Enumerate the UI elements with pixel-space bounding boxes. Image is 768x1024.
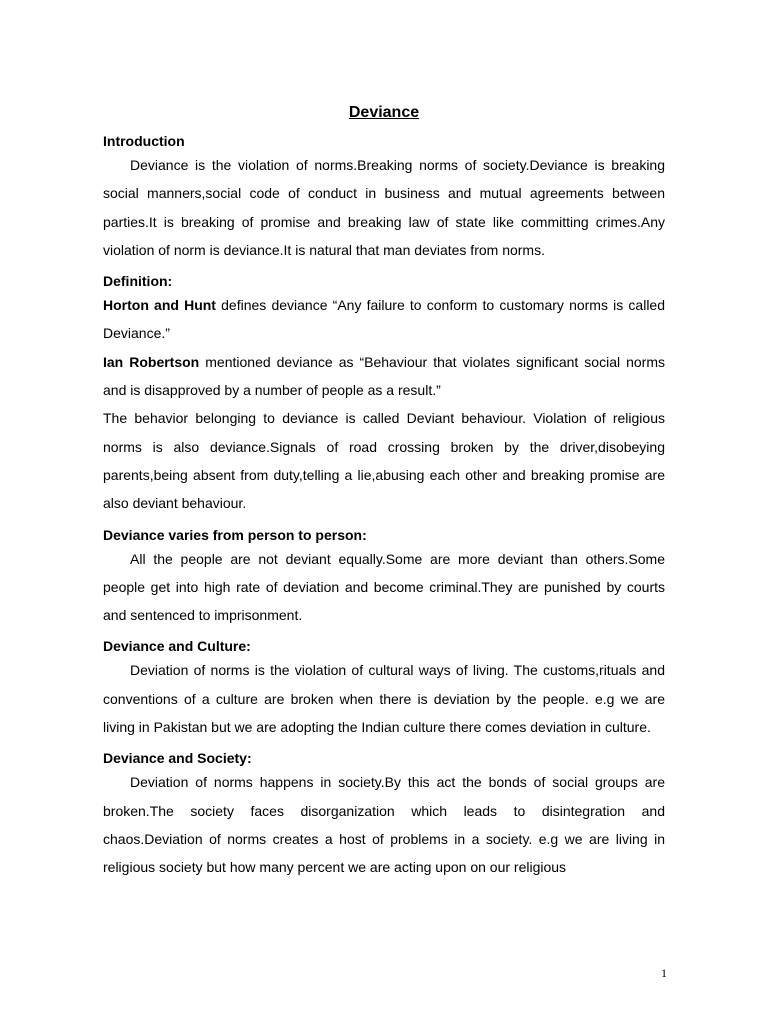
introduction-heading: Introduction [103,133,185,149]
introduction-paragraph: Deviance is the violation of norms.Breaking norms of society.Deviance is breaking social manners,social code of conduct in business and mutual agreements between parties.It is breaking of promise and breaking law of state like committing crimes.Any violation of norm is deviance.It is natural that man deviates from norms. [103,157,665,258]
page-number: 1 [661,966,667,980]
person-to-person-heading: Deviance varies from person to person: [103,526,367,543]
person-to-person-paragraph: All the people are not deviant equally.Some are more deviant than others.Some people get into high rate of deviation and become criminal.They are punished by courts and sentenced to imprisonment. [103,550,665,624]
deviant-behaviour-paragraph: The behavior belonging to deviance is called Deviant behaviour. Violation of religious norms is also deviance.Signals of road crossing broken by the driver,disobeying parents,being absent from duty,telling a lie,abusing each other and breaking promise are also deviant behaviour. [103,410,665,512]
society-heading: Deviance and Society: [103,750,252,767]
society-paragraph: Deviation of norms happens in society.By this act the bonds of social groups are broken.The society faces disorganization which leads to disintegration and chaos.Deviation of norms creates a host of problems in a society. e.g we are living in religious society but how many percent we are acting upon on our religious [103,774,665,876]
page-content [103,100,665,882]
culture-paragraph: Deviation of norms is the violation of cultural ways of living. The customs,rituals and conventions of a culture are broken when there is deviation by the people. e.g we are living in Pakistan but we are adopting the Indian culture there comes deviation in culture. [103,662,665,736]
horton-hunt-definition: defines deviance “Any failure to conform to customary norms is called Deviance.” [103,297,665,342]
horton-hunt-paragraph [103,291,665,348]
ian-robertson-name: Ian Robertson [103,353,200,370]
document-title: Deviance [348,104,420,121]
definition-heading: Definition: [103,273,173,290]
ian-robertson-paragraph [103,348,665,405]
horton-hunt-name: Horton and Hunt [103,297,216,314]
ian-robertson-definition: mentioned deviance as “Behaviour that violates significant social norms and is disapproved by a number of people as a result.” [103,353,665,399]
culture-heading: Deviance and Culture: [103,638,251,655]
